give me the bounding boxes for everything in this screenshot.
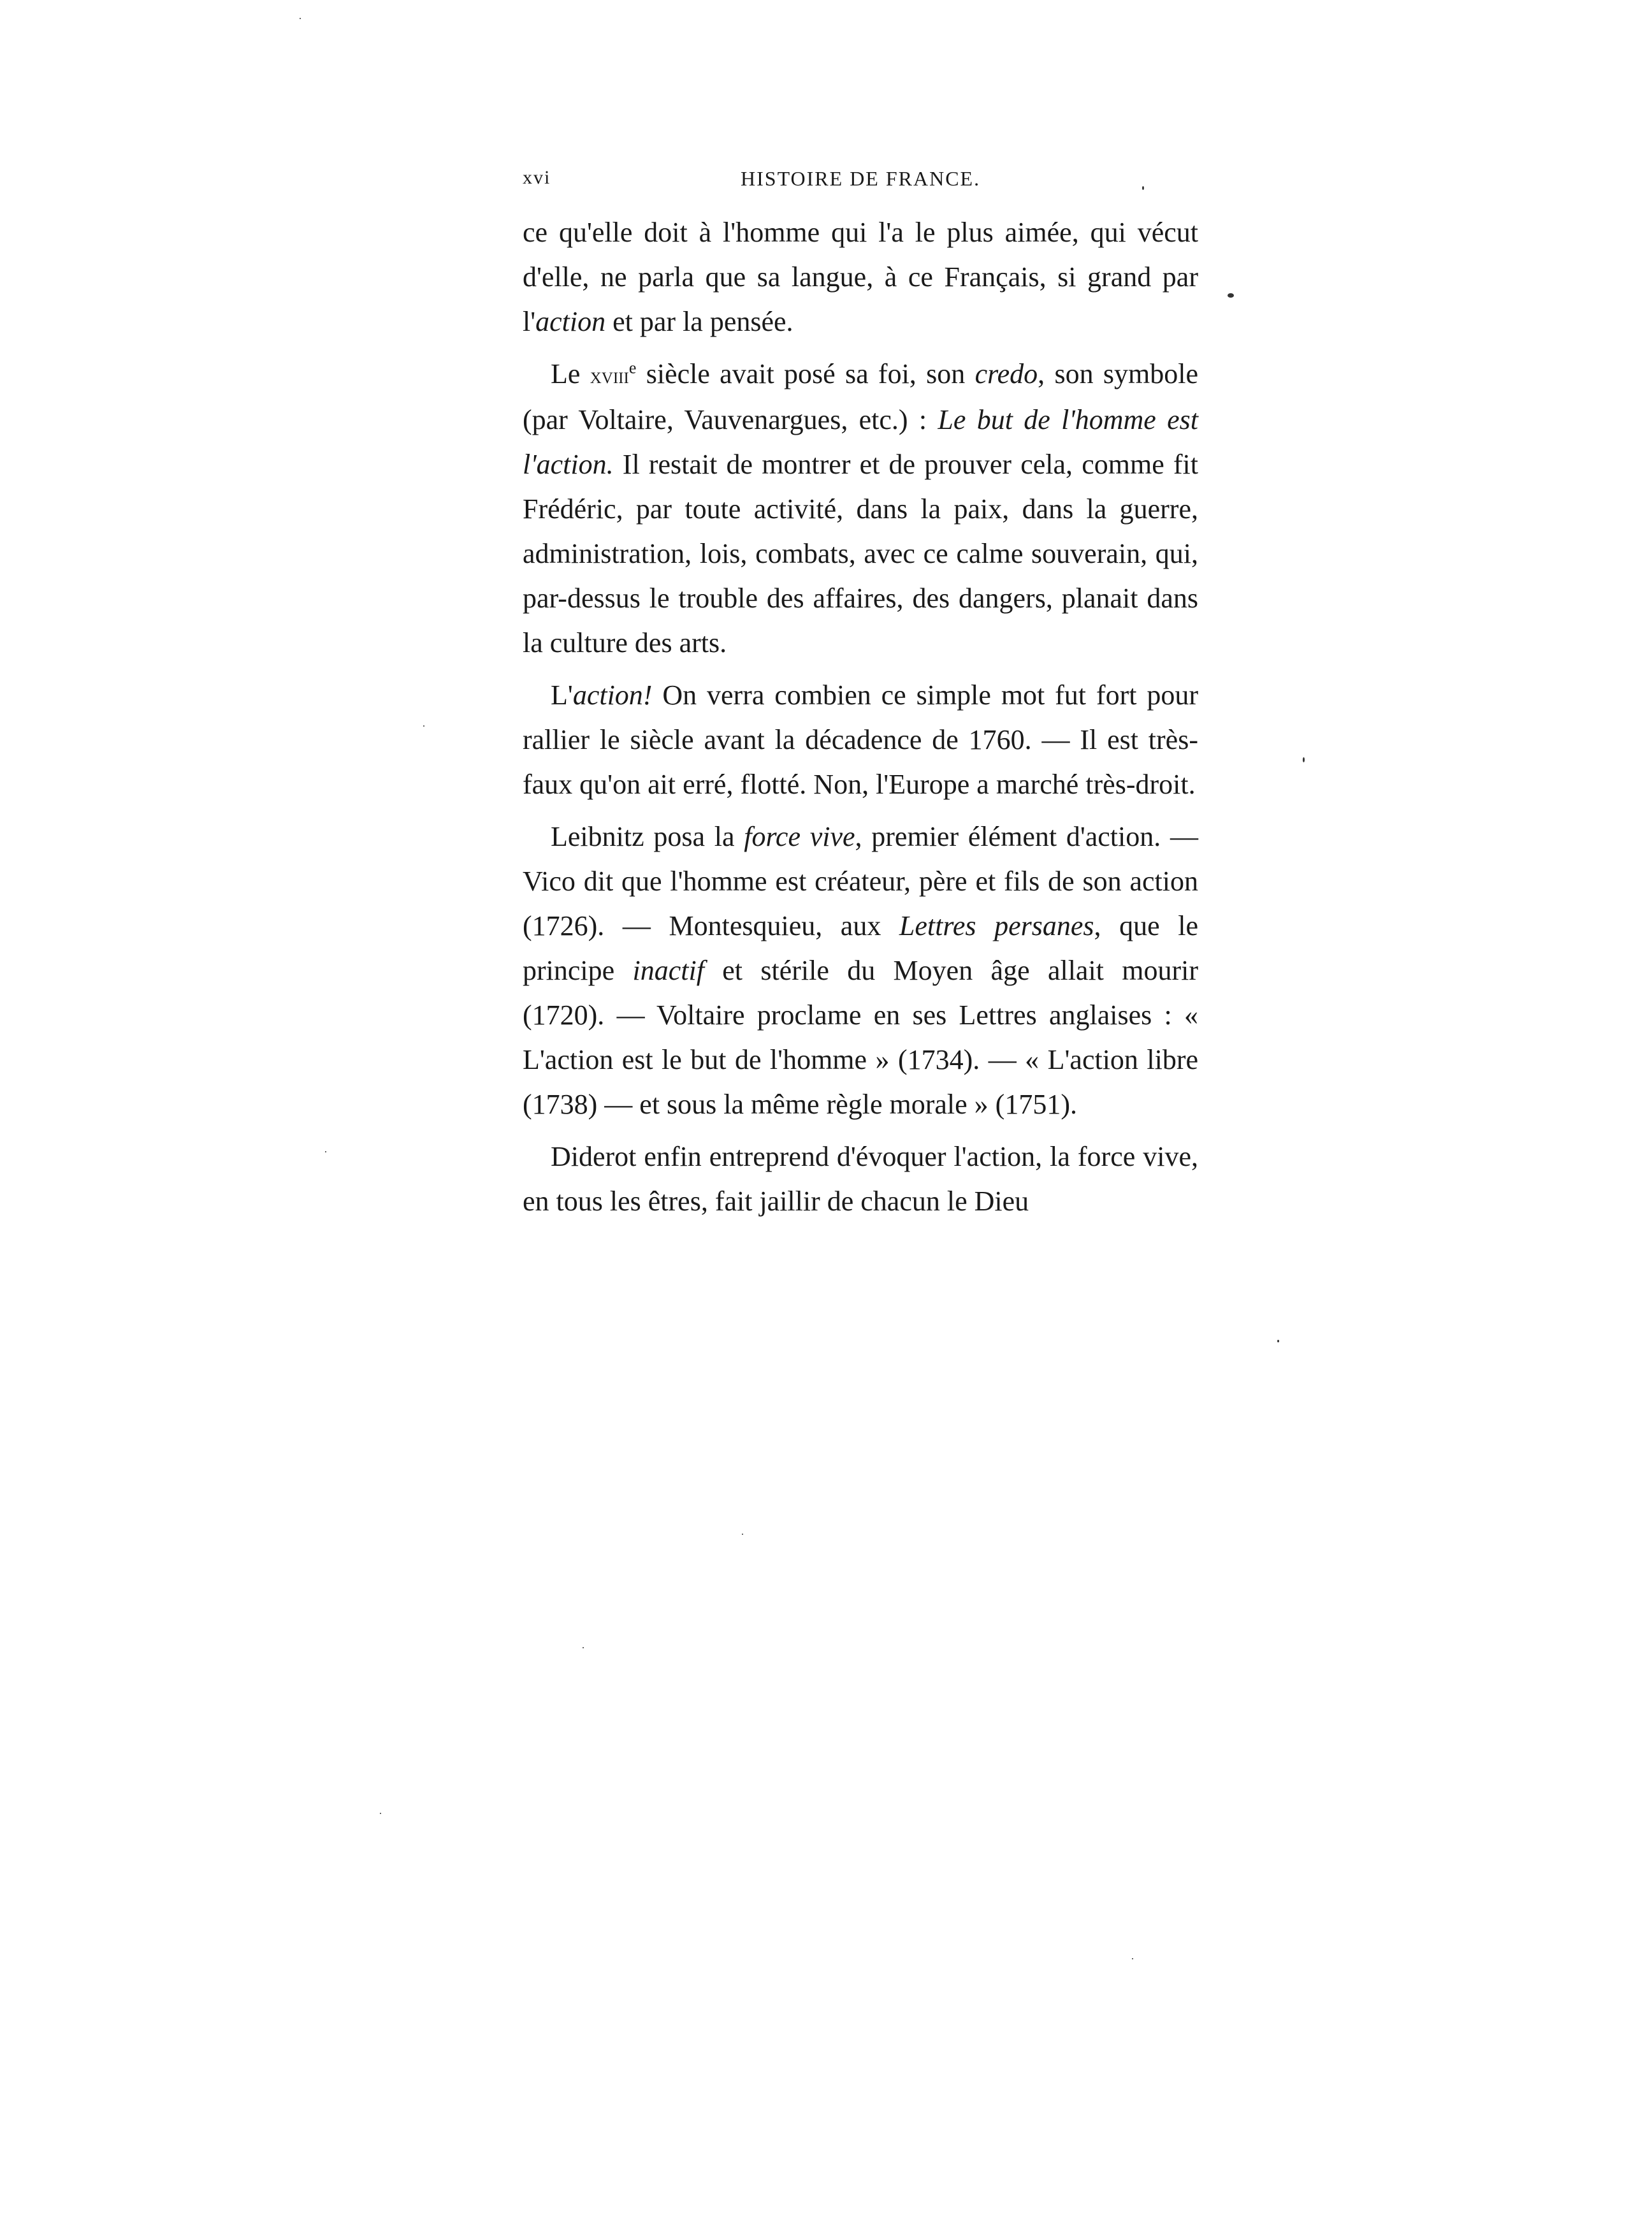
text-run: Il restait de montrer et de prouver cela, comme fit Frédéric, par toute activité, dans la paix, dans la guerre, administration, lois, combats, avec ce calme souverain, qui, par-dessus le trouble des affaires, des dangers, planait dans la culture des arts. bbox=[523, 449, 1198, 658]
italic-text: credo bbox=[975, 358, 1038, 389]
text-run: Diderot enfin entreprend d'évoquer l'action, la force vive, en tous les êtres, fait jaillir de chacun le Dieu bbox=[523, 1141, 1198, 1217]
italic-text: inactif bbox=[632, 955, 704, 986]
text-run: et stérile du Moyen âge allait mourir (1720). — Voltaire proclame en ses Lettres anglaises : « L'action est le but de l'homme » (1734). — « L'action libre (1738) — et sous la même règle morale » (1751). bbox=[523, 955, 1198, 1120]
scan-speck bbox=[1228, 293, 1234, 298]
body-text bbox=[523, 210, 1198, 1231]
italic-text: action! bbox=[572, 679, 653, 711]
scan-speck bbox=[1142, 186, 1144, 190]
text-run: L' bbox=[551, 679, 573, 711]
running-title: HISTOIRE DE FRANCE. bbox=[741, 167, 981, 190]
italic-text: action bbox=[535, 306, 606, 337]
paragraph-3 bbox=[523, 673, 1198, 807]
scan-speck bbox=[380, 1813, 381, 1814]
paragraph-4 bbox=[523, 815, 1198, 1127]
scan-speck bbox=[1303, 757, 1305, 762]
text-run: ce qu'elle doit à l'homme qui l'a le plus aimée, qui vécut d'elle, ne parla que sa langue, à ce Français, si grand par l' bbox=[523, 217, 1198, 337]
text-run: et par la pensée. bbox=[605, 306, 793, 337]
text-run: siècle avait posé sa foi, son bbox=[636, 358, 975, 389]
scan-speck bbox=[423, 725, 424, 727]
text-run: On verra combien ce simple mot fut fort pour rallier le siècle avant la décadence de 1760. — Il est très-faux qu'on ait erré, flotté. Non, l'Europe a marché très-droit. bbox=[523, 679, 1198, 800]
paragraph-2 bbox=[523, 352, 1198, 665]
italic-text: Lettres persanes bbox=[899, 910, 1094, 941]
scan-speck bbox=[742, 1534, 743, 1535]
small-caps-numeral: xviii bbox=[590, 363, 629, 388]
paragraph-5 bbox=[523, 1135, 1198, 1224]
text-run: , son symbole (par Voltaire, Vauvenargues, etc.) : bbox=[523, 358, 1198, 435]
superscript: e bbox=[628, 358, 637, 377]
scan-speck bbox=[1132, 1958, 1133, 1959]
page-number: xvi bbox=[523, 167, 551, 188]
paragraph-1 bbox=[523, 210, 1198, 344]
italic-text: force vive bbox=[744, 821, 855, 852]
text-run: , que le principe bbox=[523, 910, 1198, 986]
text-run: Leibnitz posa la bbox=[551, 821, 744, 852]
italic-text: Le but de l'homme est l'action. bbox=[523, 404, 1198, 480]
scan-speck bbox=[300, 18, 301, 19]
scan-speck bbox=[1277, 1340, 1279, 1342]
scan-speck bbox=[583, 1647, 584, 1648]
text-run: , premier élément d'action. — Vico dit que l'homme est créateur, père et fils de son action (1726). — Montesquieu, aux bbox=[523, 821, 1198, 941]
scan-speck bbox=[325, 1151, 326, 1152]
text-run: Le bbox=[551, 358, 590, 389]
running-head bbox=[523, 167, 1198, 199]
